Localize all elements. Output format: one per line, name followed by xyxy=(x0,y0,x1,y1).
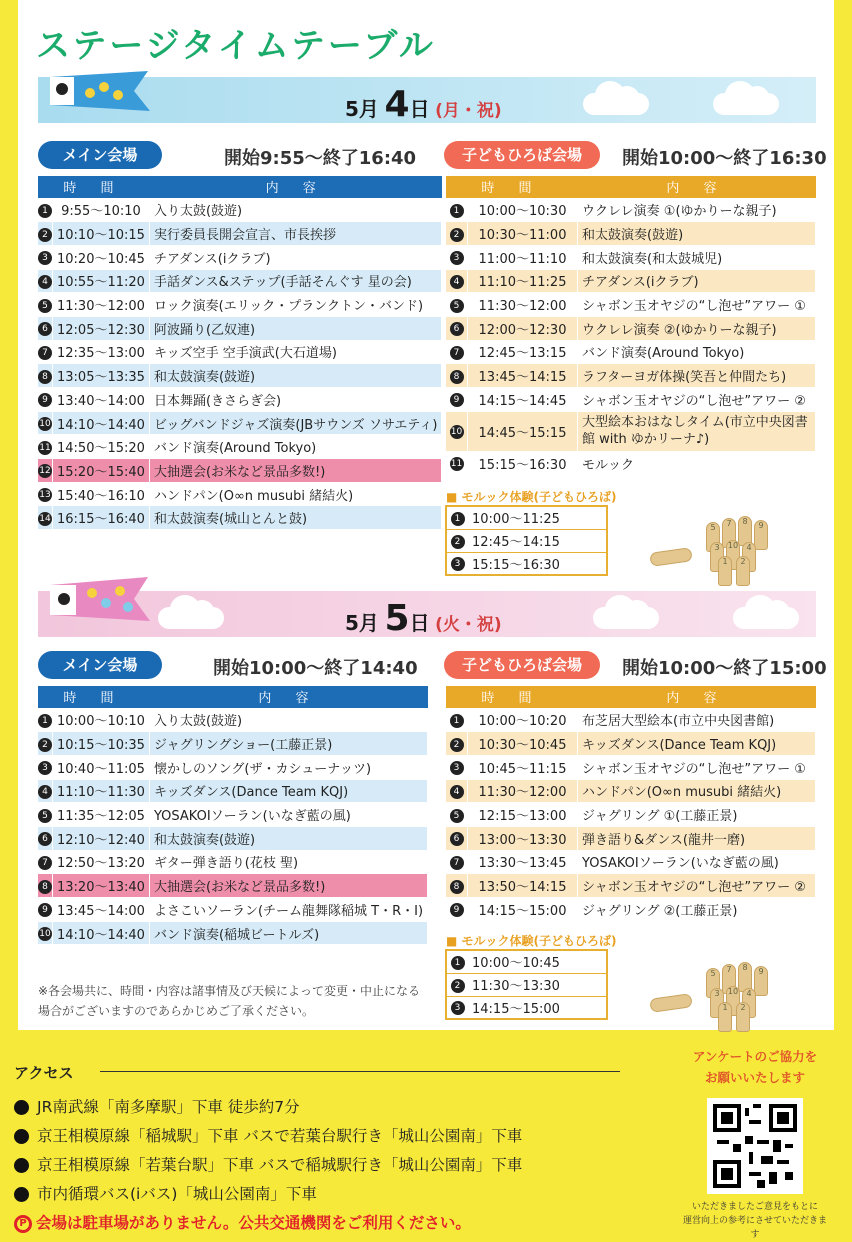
row-time: 13:00〜13:30 xyxy=(468,826,578,850)
row-content: バンド演奏(稲城ビートルズ) xyxy=(149,921,427,945)
row-time: 16:15〜16:40 xyxy=(53,506,150,530)
table-row xyxy=(446,732,816,756)
carp-streamer-icon xyxy=(42,571,162,627)
notice-text: ※各会場共に、時間・内容は諸事情及び天候によって変更・中止になる 場合がございますのであらかじめご了承ください。 xyxy=(38,984,421,1018)
row-content: ウクレレ演奏 ②(ゆかりーな親子) xyxy=(578,316,816,340)
row-number: 3 xyxy=(446,996,468,1019)
table-row xyxy=(38,245,442,269)
table-row xyxy=(446,755,816,779)
row-number: 3 xyxy=(446,755,468,779)
day1-main-hours: 開始9:55〜終了16:40 xyxy=(224,148,417,169)
table-row xyxy=(446,364,816,388)
table-row xyxy=(38,435,442,459)
row-content: 大抽選会(お米など景品多数!) xyxy=(149,874,427,898)
day1-main-venue-label: メイン会場 xyxy=(38,141,162,169)
row-time: 11:30〜12:00 xyxy=(468,293,578,317)
row-content: YOSAKOIソーラン(いなぎ藍の風) xyxy=(578,850,816,874)
row-number: 11 xyxy=(446,451,468,475)
row-time: 15:20〜15:40 xyxy=(53,459,150,483)
row-number: 1 xyxy=(446,198,468,222)
molkky-pins-icon: 5 7 8 9 3 10 4 1 2 xyxy=(650,512,790,582)
row-content: 布芝居大型絵本(市立中央図書館) xyxy=(578,708,816,732)
row-content: ハンドパン(O∞n musubi 緒結火) xyxy=(578,779,816,803)
row-time: 11:35〜12:05 xyxy=(53,803,150,827)
row-content: 和太鼓演奏(鼓遊) xyxy=(149,826,427,850)
row-time: 10:00〜11:25 xyxy=(468,506,607,529)
row-time: 11:30〜13:30 xyxy=(468,973,607,996)
row-content: 入り太鼓(鼓遊) xyxy=(149,708,427,732)
row-content: ジャグリング ②(工藤正景) xyxy=(578,898,816,922)
col-content: 内 容 xyxy=(578,686,816,708)
row-time: 13:40〜14:00 xyxy=(53,388,150,412)
row-number: 9 xyxy=(38,898,53,922)
col-time: 時 間 xyxy=(38,176,150,198)
row-time: 11:30〜12:00 xyxy=(468,779,578,803)
row-number: 2 xyxy=(446,222,468,246)
row-number: 1 xyxy=(38,198,53,222)
table-row xyxy=(446,996,607,1019)
table-row xyxy=(446,198,816,222)
row-time: 12:05〜12:30 xyxy=(53,316,150,340)
row-number: 5 xyxy=(38,293,53,317)
day2-molkky-table xyxy=(445,949,608,1020)
row-time: 12:45〜14:15 xyxy=(468,529,607,552)
row-content: ギター弾き語り(花枝 聖) xyxy=(149,850,427,874)
table-row xyxy=(446,898,816,922)
day1-date: 5月 4日 (月・祝) xyxy=(345,84,502,125)
table-row xyxy=(446,973,607,996)
row-content: キッズ空手 空手演武(大石道場) xyxy=(149,340,442,364)
row-time: 13:45〜14:00 xyxy=(53,898,150,922)
row-number: 3 xyxy=(38,245,53,269)
qr-code-icon[interactable] xyxy=(707,1098,803,1194)
table-row xyxy=(38,364,442,388)
row-content: ジャグリング ①(工藤正景) xyxy=(578,803,816,827)
row-content: バンド演奏(Around Tokyo) xyxy=(578,340,816,364)
table-row xyxy=(446,850,816,874)
day1-kids-hours: 開始10:00〜終了16:30 xyxy=(622,148,827,169)
access-heading: アクセス xyxy=(14,1064,74,1082)
row-number: 5 xyxy=(446,293,468,317)
table-row xyxy=(446,803,816,827)
day2-kids-table xyxy=(445,686,816,922)
row-time: 11:30〜12:00 xyxy=(53,293,150,317)
table-row xyxy=(446,874,816,898)
access-item: 京王相模原線「稲城駅」下車 バスで若葉台駅行き「城山公園南」下車 xyxy=(14,1122,614,1151)
table-row xyxy=(38,269,442,293)
row-content: ウクレレ演奏 ①(ゆかりーな親子) xyxy=(578,198,816,222)
row-number: 2 xyxy=(446,529,468,552)
table-row xyxy=(38,340,442,364)
row-content: ラフターヨガ体操(笑吾と仲間たち) xyxy=(578,364,816,388)
row-number: 5 xyxy=(446,803,468,827)
row-number: 1 xyxy=(446,950,468,973)
row-time: 10:00〜10:10 xyxy=(53,708,150,732)
row-number: 3 xyxy=(446,552,468,575)
table-row xyxy=(38,411,442,435)
row-time: 10:15〜10:35 xyxy=(53,732,150,756)
col-content: 内 容 xyxy=(149,176,442,198)
access-section xyxy=(14,1062,614,1238)
row-time: 14:45〜15:15 xyxy=(468,411,578,451)
table-row xyxy=(446,222,816,246)
day2-main-venue-label: メイン会場 xyxy=(38,651,162,679)
row-number: 7 xyxy=(38,340,53,364)
row-number: 10 xyxy=(38,921,53,945)
row-time: 10:30〜10:45 xyxy=(468,732,578,756)
table-row xyxy=(38,459,442,483)
table-row xyxy=(446,269,816,293)
col-time: 時 間 xyxy=(446,686,578,708)
row-content: キッズダンス(Dance Team KQJ) xyxy=(149,779,427,803)
table-row xyxy=(446,245,816,269)
row-content: 和太鼓演奏(鼓遊) xyxy=(578,222,816,246)
day2-date: 5月 5日 (火・祝) xyxy=(345,598,502,639)
row-number: 10 xyxy=(446,411,468,451)
row-number: 1 xyxy=(446,506,468,529)
row-number: 8 xyxy=(446,364,468,388)
table-row xyxy=(38,198,442,222)
row-number: 7 xyxy=(38,850,53,874)
row-number: 4 xyxy=(38,779,53,803)
row-number: 7 xyxy=(446,850,468,874)
row-time: 13:20〜13:40 xyxy=(53,874,150,898)
row-time: 12:10〜12:40 xyxy=(53,826,150,850)
table-row xyxy=(446,708,816,732)
row-time: 12:35〜13:00 xyxy=(53,340,150,364)
table-row xyxy=(38,708,428,732)
row-number: 1 xyxy=(38,708,53,732)
row-number: 3 xyxy=(38,755,53,779)
row-time: 13:05〜13:35 xyxy=(53,364,150,388)
day1-molkky-heading: ■ モルック体験(子どもひろば) xyxy=(446,490,617,504)
table-row xyxy=(38,506,442,530)
row-time: 14:10〜14:40 xyxy=(53,411,150,435)
day2-kids-hours: 開始10:00〜終了15:00 xyxy=(622,658,827,679)
row-number: 4 xyxy=(446,269,468,293)
row-content: モルック xyxy=(578,451,816,475)
table-row xyxy=(446,552,607,575)
row-content: 入り太鼓(鼓遊) xyxy=(149,198,442,222)
row-content: 手話ダンス&ステップ(手話そんぐす 星の会) xyxy=(149,269,442,293)
table-row xyxy=(38,293,442,317)
table-row xyxy=(446,950,607,973)
row-number: 11 xyxy=(38,435,53,459)
row-content: 大型絵本おはなしタイム(市立中央図書館 with ゆかリーナ♪) xyxy=(578,411,816,451)
row-content: よさこいソーラン(チーム龍舞隊稲城 T・R・I) xyxy=(149,898,427,922)
no-parking-icon: P xyxy=(14,1215,32,1233)
row-number: 13 xyxy=(38,482,53,506)
col-content: 内 容 xyxy=(578,176,816,198)
table-row xyxy=(38,388,442,412)
row-number: 14 xyxy=(38,506,53,530)
row-number: 8 xyxy=(446,874,468,898)
row-time: 11:00〜11:10 xyxy=(468,245,578,269)
molkky-pins-icon: 5 7 8 9 3 10 4 1 2 xyxy=(650,958,790,1028)
row-time: 14:15〜15:00 xyxy=(468,898,578,922)
row-number: 9 xyxy=(38,388,53,412)
row-content: 大抽選会(お米など景品多数!) xyxy=(149,459,442,483)
table-row xyxy=(446,316,816,340)
row-content: キッズダンス(Dance Team KQJ) xyxy=(578,732,816,756)
row-content: 懐かしのソング(ザ・カシューナッツ) xyxy=(149,755,427,779)
row-time: 12:50〜13:20 xyxy=(53,850,150,874)
row-time: 14:50〜15:20 xyxy=(53,435,150,459)
row-number: 12 xyxy=(38,459,53,483)
day2-main-hours: 開始10:00〜終了14:40 xyxy=(213,658,418,679)
row-time: 9:55〜10:10 xyxy=(53,198,150,222)
row-content: ロック演奏(エリック・プランクトン・バンド) xyxy=(149,293,442,317)
table-row xyxy=(38,803,428,827)
table-row xyxy=(446,340,816,364)
row-time: 11:10〜11:25 xyxy=(468,269,578,293)
row-time: 13:45〜14:15 xyxy=(468,364,578,388)
row-content: 阿波踊り(乙奴連) xyxy=(149,316,442,340)
day2-kids-venue-label: 子どもひろば会場 xyxy=(444,651,600,679)
row-content: シャボン玉オヤジの“し泡せ”アワー ② xyxy=(578,388,816,412)
row-content: ビッグバンドジャズ演奏(JBサウンズ ソサエティ) xyxy=(149,411,442,435)
row-content: ジャグリングショー(工藤正景) xyxy=(149,732,427,756)
table-row xyxy=(38,755,428,779)
row-number: 6 xyxy=(38,316,53,340)
table-row xyxy=(38,826,428,850)
day1-kids-table xyxy=(445,176,816,475)
row-content: チアダンス(iクラブ) xyxy=(149,245,442,269)
row-number: 6 xyxy=(38,826,53,850)
row-time: 15:40〜16:10 xyxy=(53,482,150,506)
col-content: 内 容 xyxy=(149,686,427,708)
table-row xyxy=(446,506,607,529)
row-time: 12:00〜12:30 xyxy=(468,316,578,340)
row-number: 4 xyxy=(38,269,53,293)
row-number: 3 xyxy=(446,245,468,269)
table-row xyxy=(446,451,816,475)
row-content: 日本舞踊(きさらぎ会) xyxy=(149,388,442,412)
table-row xyxy=(446,293,816,317)
row-number: 9 xyxy=(446,388,468,412)
row-time: 10:55〜11:20 xyxy=(53,269,150,293)
col-time: 時 間 xyxy=(38,686,150,708)
table-row xyxy=(38,898,428,922)
day1-molkky-table xyxy=(445,505,608,576)
access-item: 京王相模原線「若葉台駅」下車 バスで稲城駅行き「城山公園南」下車 xyxy=(14,1151,614,1180)
table-row xyxy=(38,874,428,898)
day1-main-table xyxy=(37,176,442,530)
table-row xyxy=(38,732,428,756)
row-number: 2 xyxy=(38,222,53,246)
row-number: 1 xyxy=(446,708,468,732)
survey-box: アンケートのご協力を お願いいたします いただきましたご意見をもとに 運営向上の参考にさせていただきます xyxy=(680,1046,830,1242)
day2-main-table xyxy=(37,686,428,945)
day2-molkky-heading: ■ モルック体験(子どもひろば) xyxy=(446,934,617,948)
row-time: 12:15〜13:00 xyxy=(468,803,578,827)
row-content: シャボン玉オヤジの“し泡せ”アワー ① xyxy=(578,293,816,317)
row-content: 和太鼓演奏(鼓遊) xyxy=(149,364,442,388)
row-time: 10:00〜10:45 xyxy=(468,950,607,973)
carp-streamer-icon xyxy=(42,65,162,115)
table-row xyxy=(446,826,816,850)
row-time: 11:10〜11:30 xyxy=(53,779,150,803)
row-number: 6 xyxy=(446,826,468,850)
row-time: 15:15〜16:30 xyxy=(468,552,607,575)
day1-kids-venue-label: 子どもひろば会場 xyxy=(444,141,600,169)
row-time: 10:00〜10:30 xyxy=(468,198,578,222)
row-number: 4 xyxy=(446,779,468,803)
row-time: 10:45〜11:15 xyxy=(468,755,578,779)
row-time: 14:15〜15:00 xyxy=(468,996,607,1019)
row-content: チアダンス(iクラブ) xyxy=(578,269,816,293)
table-row xyxy=(38,850,428,874)
access-item: JR南武線「南多摩駅」下車 徒歩約7分 xyxy=(14,1093,614,1122)
row-number: 8 xyxy=(38,364,53,388)
row-number: 7 xyxy=(446,340,468,364)
row-time: 15:15〜16:30 xyxy=(468,451,578,475)
row-number: 10 xyxy=(38,411,53,435)
row-content: バンド演奏(Around Tokyo) xyxy=(149,435,442,459)
table-row xyxy=(446,779,816,803)
row-time: 12:45〜13:15 xyxy=(468,340,578,364)
row-time: 13:30〜13:45 xyxy=(468,850,578,874)
row-number: 9 xyxy=(446,898,468,922)
table-row xyxy=(38,779,428,803)
row-time: 10:20〜10:45 xyxy=(53,245,150,269)
row-time: 10:10〜10:15 xyxy=(53,222,150,246)
row-time: 10:00〜10:20 xyxy=(468,708,578,732)
col-time: 時 間 xyxy=(446,176,578,198)
row-number: 6 xyxy=(446,316,468,340)
row-content: 和太鼓演奏(城山とんと鼓) xyxy=(149,506,442,530)
table-row xyxy=(38,921,428,945)
table-row xyxy=(38,222,442,246)
access-item: 市内循環バス(iバス)「城山公園南」下車 xyxy=(14,1180,614,1209)
row-content: ハンドパン(O∞n musubi 緒結火) xyxy=(149,482,442,506)
row-time: 14:15〜14:45 xyxy=(468,388,578,412)
row-number: 5 xyxy=(38,803,53,827)
row-content: 和太鼓演奏(和太鼓城児) xyxy=(578,245,816,269)
row-content: YOSAKOIソーラン(いなぎ藍の風) xyxy=(149,803,427,827)
survey-footnote: いただきましたご意見をもとに 運営向上の参考にさせていただきます xyxy=(682,1202,827,1240)
row-content: 弾き語り&ダンス(龍井一磨) xyxy=(578,826,816,850)
row-number: 2 xyxy=(38,732,53,756)
table-row xyxy=(446,388,816,412)
parking-warning: P 会場は駐車場がありません。公共交通機関をご利用ください。 xyxy=(14,1209,614,1238)
table-row xyxy=(38,316,442,340)
table-row xyxy=(38,482,442,506)
page-title: ステージタイムテーブル xyxy=(36,26,436,66)
row-number: 2 xyxy=(446,732,468,756)
table-row xyxy=(446,529,607,552)
row-content: シャボン玉オヤジの“し泡せ”アワー ① xyxy=(578,755,816,779)
row-number: 8 xyxy=(38,874,53,898)
row-time: 13:50〜14:15 xyxy=(468,874,578,898)
row-number: 2 xyxy=(446,973,468,996)
table-row xyxy=(446,411,816,451)
row-content: シャボン玉オヤジの“し泡せ”アワー ② xyxy=(578,874,816,898)
row-time: 14:10〜14:40 xyxy=(53,921,150,945)
row-content: 実行委員長開会宣言、市長挨拶 xyxy=(149,222,442,246)
row-time: 10:30〜11:00 xyxy=(468,222,578,246)
row-time: 10:40〜11:05 xyxy=(53,755,150,779)
